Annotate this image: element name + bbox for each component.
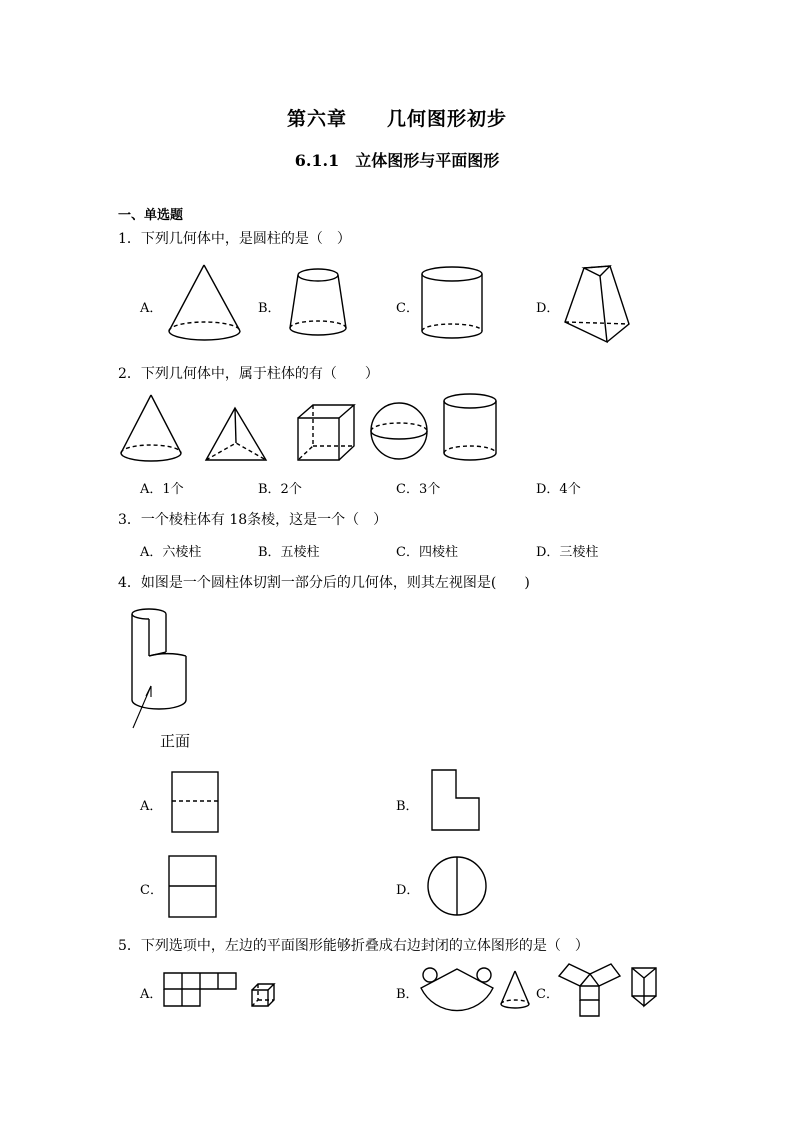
q5-option-b: B． — [396, 987, 419, 1002]
front-label: 正面 — [160, 732, 191, 750]
q1-option-c: C． — [396, 301, 419, 316]
question-1-stem: 1．下列几何体中，是圆柱的是（ ） — [118, 231, 351, 247]
sphere-icon — [368, 400, 432, 464]
cylinder-icon — [418, 264, 488, 344]
q3-option-a: A．六棱柱 — [140, 545, 202, 560]
chapter-title: 第六章 几何图形初步 — [286, 108, 507, 130]
cube-net-icon — [162, 970, 282, 1014]
view-circle-icon — [425, 855, 491, 919]
view-rect-dashed-icon — [170, 770, 222, 836]
q3-option-d: D．三棱柱 — [536, 545, 599, 560]
q2-option-c: C．3个 — [396, 482, 441, 497]
q2-option-b: B．2个 — [258, 482, 302, 497]
tetrahedron-icon — [203, 405, 271, 465]
view-l-shape-icon — [429, 768, 483, 834]
prism-frustum-icon — [562, 264, 634, 348]
q4-option-d: D． — [396, 883, 420, 898]
question-3-stem: 3．一个棱柱体有 18条棱，这是一个（ ） — [118, 512, 388, 528]
cone-net-icon — [418, 966, 538, 1014]
q3-option-c: C．四棱柱 — [396, 545, 458, 560]
view-rect-solid-icon — [167, 854, 221, 922]
question-4-stem: 4．如图是一个圆柱体切割一部分后的几何体，则其左视图是( ) — [118, 575, 530, 591]
q1-option-a: A． — [140, 301, 163, 316]
question-2-stem: 2．下列几何体中，属于柱体的有（ ） — [118, 366, 379, 382]
cylinder-icon — [441, 392, 503, 464]
cone-icon — [118, 392, 186, 466]
section-heading: 一、单选题 — [118, 208, 184, 223]
q5-option-c: C． — [536, 987, 559, 1002]
section-subtitle: 6.1.1 立体图形与平面图形 — [294, 151, 500, 170]
cone-icon — [166, 262, 246, 346]
cube-icon — [295, 402, 359, 466]
q2-option-d: D．4个 — [536, 482, 581, 497]
question-5-stem: 5．下列选项中，左边的平面图形能够折叠成右边封闭的立体图形的是（ ） — [118, 938, 589, 954]
q5-option-a: A． — [140, 987, 163, 1002]
cut-cylinder-icon — [124, 604, 196, 734]
frustum-icon — [284, 266, 354, 342]
q4-option-a: A． — [140, 799, 163, 814]
q3-option-b: B．五棱柱 — [258, 545, 320, 560]
q1-option-d: D． — [536, 301, 560, 316]
q1-option-b: B． — [258, 301, 281, 316]
prism-net-icon — [556, 962, 668, 1020]
q4-option-b: B． — [396, 799, 419, 814]
q2-option-a: A．1个 — [140, 482, 184, 497]
q4-option-c: C． — [140, 883, 163, 898]
